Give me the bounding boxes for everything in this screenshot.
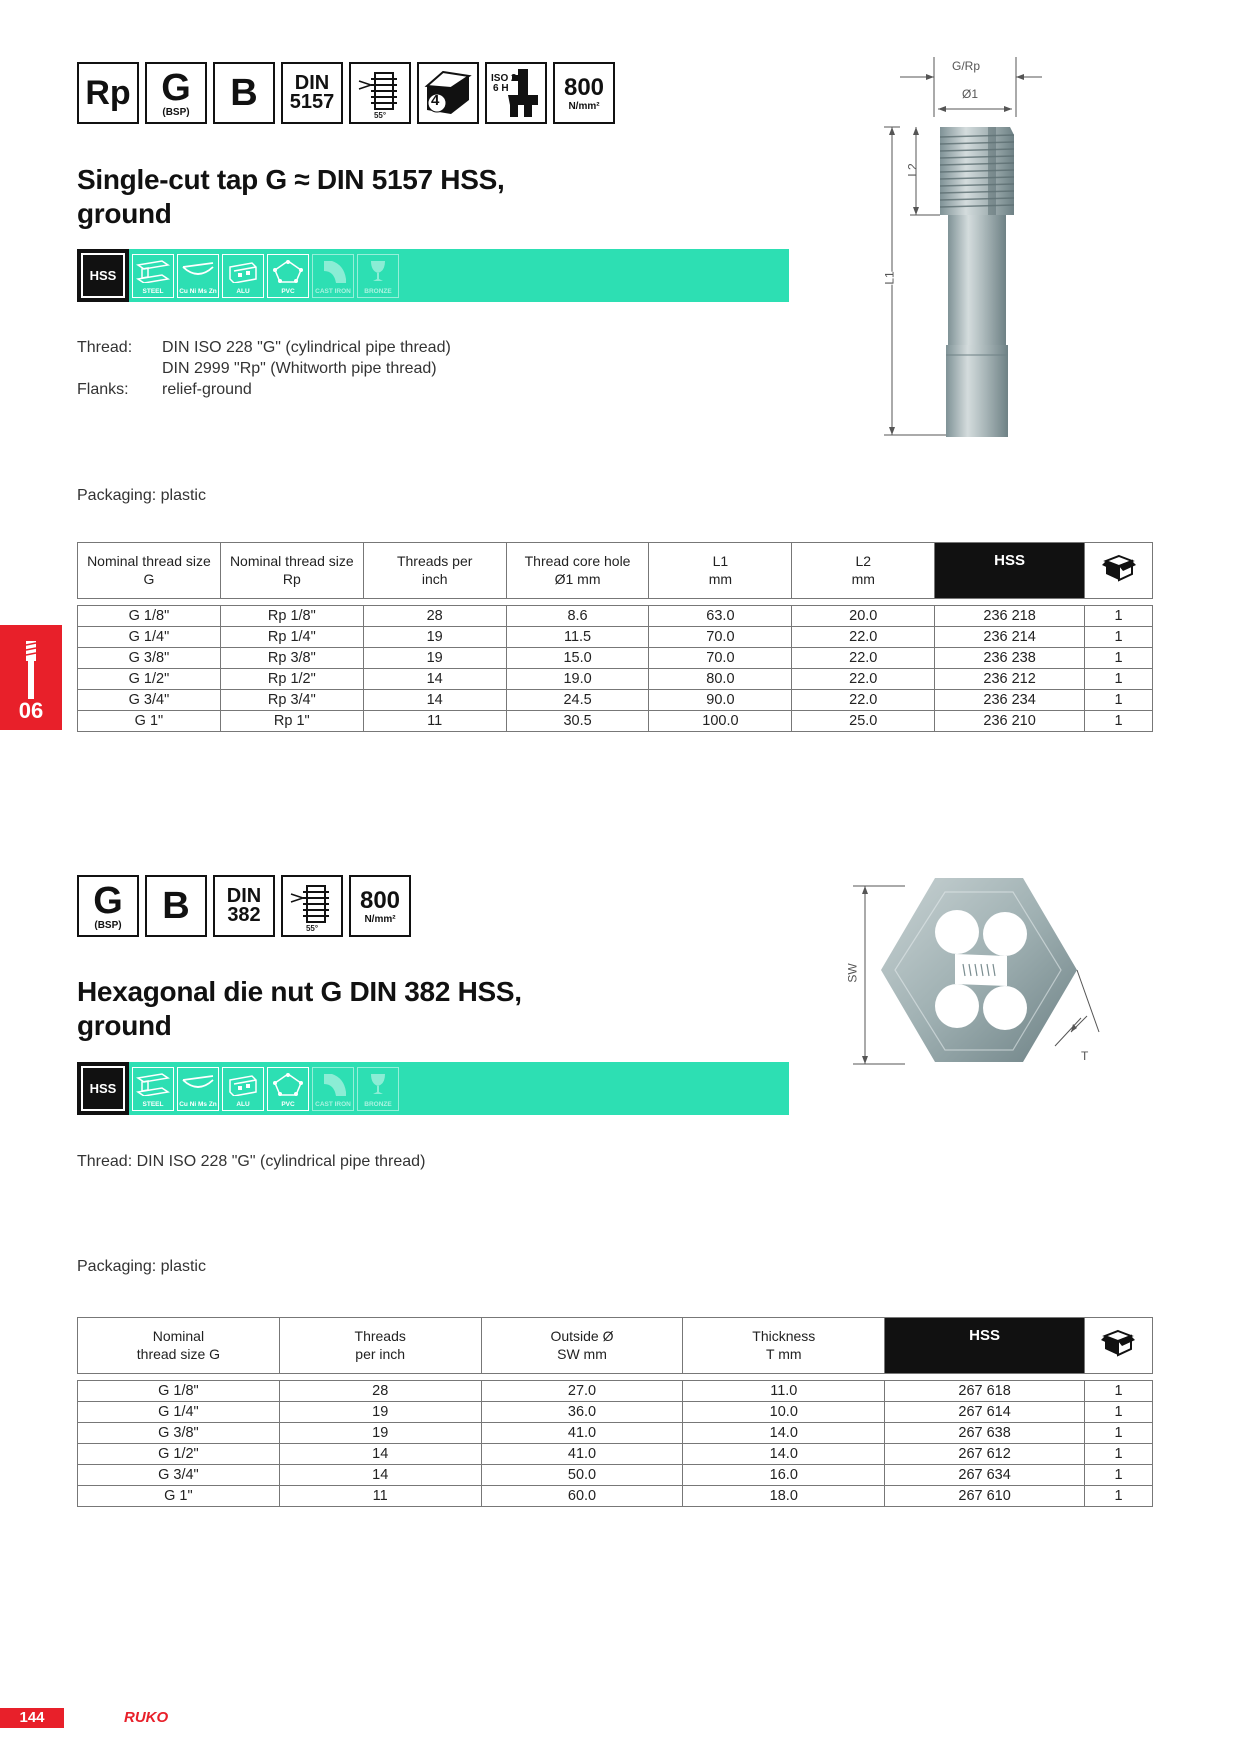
gutter-icon [181, 259, 215, 283]
dim-label-l1: L1 [882, 271, 897, 285]
table-cell: 19.0 [506, 669, 649, 690]
tap-drawing [870, 55, 1050, 450]
dim-label-diameter: Ø1 [962, 87, 979, 101]
table-cell: 19 [279, 1402, 481, 1423]
badge-din-382: DIN 382 [213, 875, 275, 937]
badge-g-bsp: G (BSP) [77, 875, 139, 937]
col-header-l1: L1 mm [649, 543, 792, 599]
table-row [78, 606, 1153, 627]
table-cell: 1 [1085, 690, 1153, 711]
table-cell: 1 [1085, 711, 1153, 732]
table-cell: 19 [279, 1423, 481, 1444]
table-cell: 14 [279, 1465, 481, 1486]
table-cell: 236 212 [935, 669, 1085, 690]
material-alu: ALU [222, 1067, 264, 1111]
table-cell: 14.0 [683, 1423, 885, 1444]
steel-beam-icon [136, 259, 170, 283]
table-cell: 1 [1085, 669, 1153, 690]
page-number: 144 [0, 1708, 64, 1728]
table-row [78, 690, 1153, 711]
table-cell: 11 [363, 711, 506, 732]
die-nut-illustration [845, 872, 1105, 1072]
table-row [78, 1465, 1153, 1486]
table-cell: 70.0 [649, 648, 792, 669]
table-cell: Rp 1/8" [220, 606, 363, 627]
badge-din-5157: DIN 5157 [281, 62, 343, 124]
table-cell: 15.0 [506, 648, 649, 669]
material-bar-1 [77, 249, 789, 302]
table-cell: G 3/8" [78, 648, 221, 669]
badge-b: B [145, 875, 207, 937]
col-header-g: Nominal thread size G [78, 543, 221, 599]
table-cell: 11.0 [683, 1381, 885, 1402]
badge-iso-tolerance: ISO 2 6 H [485, 62, 547, 124]
table-cell: 19 [363, 648, 506, 669]
table-cell: G 1/4" [78, 1402, 280, 1423]
tap-illustration [870, 55, 1050, 450]
table-cell: 14 [363, 669, 506, 690]
cast-iron-pipe-icon [316, 259, 350, 283]
material-nonferrous: Cu Ni Ms Zn [177, 254, 219, 298]
table-cell: 50.0 [481, 1465, 683, 1486]
package-box-icon [1101, 1327, 1135, 1357]
table-row [78, 711, 1153, 732]
chapter-tab: 06 [0, 625, 62, 730]
table-cell: G 1" [78, 1486, 280, 1507]
table-cell: 236 214 [935, 627, 1085, 648]
table-cell: 70.0 [649, 627, 792, 648]
tap-spec-table [77, 542, 1153, 732]
table-cell: 18.0 [683, 1486, 885, 1507]
table-cell: 1 [1085, 627, 1153, 648]
table-cell: 267 638 [885, 1423, 1085, 1444]
material-alu: ALU [222, 254, 264, 298]
table-cell: 22.0 [792, 669, 935, 690]
packaging-1: Packaging: plastic [77, 487, 206, 504]
table-cell: G 3/8" [78, 1423, 280, 1444]
col-header-package [1084, 1318, 1152, 1374]
table-cell: 22.0 [792, 648, 935, 669]
col-header-threads: Threads per inch [363, 543, 506, 599]
badge-rp: Rp [77, 62, 139, 124]
pvc-pentagon-icon [271, 1072, 305, 1096]
badge-thread-angle: 55° [281, 875, 343, 937]
table-cell: 1 [1084, 1465, 1152, 1486]
table-cell: 267 612 [885, 1444, 1085, 1465]
badge-g-bsp: G (BSP) [145, 62, 207, 124]
table-cell: 41.0 [481, 1444, 683, 1465]
table-cell: G 1/2" [78, 669, 221, 690]
table-header-row [78, 543, 1153, 599]
table-cell: 19 [363, 627, 506, 648]
table-cell: 80.0 [649, 669, 792, 690]
die-nut-drawing [845, 872, 1105, 1072]
steel-beam-icon [136, 1072, 170, 1096]
table-row [78, 1381, 1153, 1402]
table-cell: 28 [279, 1381, 481, 1402]
packaging-2: Packaging: plastic [77, 1258, 206, 1275]
table-cell: 16.0 [683, 1465, 885, 1486]
table-cell: 267 610 [885, 1486, 1085, 1507]
brand-logo: RUKO [124, 1709, 169, 1726]
table-cell: 20.0 [792, 606, 935, 627]
aluminium-profile-icon [226, 1072, 260, 1096]
thread-info-1: Thread: DIN ISO 228 "G" (cylindrical pipe thread) DIN 2999 "Rp" (Whitworth pipe thread) Flanks: relief-ground [77, 339, 451, 398]
table-cell: 11.5 [506, 627, 649, 648]
table-cell: Rp 1/4" [220, 627, 363, 648]
col-header-threads: Threads per inch [279, 1318, 481, 1374]
table-cell: 11 [279, 1486, 481, 1507]
table-cell: 267 618 [885, 1381, 1085, 1402]
table-cell: Rp 1/2" [220, 669, 363, 690]
table-cell: Rp 1" [220, 711, 363, 732]
col-header-outside: Outside Ø SW mm [481, 1318, 683, 1374]
badge-b: B [213, 62, 275, 124]
dim-label-l2: L2 [905, 163, 920, 177]
table-cell: 1 [1085, 648, 1153, 669]
table-cell: 10.0 [683, 1402, 885, 1423]
badge-tensile-strength: 800 N/mm² [349, 875, 411, 937]
col-header-thickness: Thickness T mm [683, 1318, 885, 1374]
table-header-row [78, 1318, 1153, 1374]
table-cell: 1 [1084, 1402, 1152, 1423]
cast-iron-pipe-icon [316, 1072, 350, 1096]
thread-info-2: Thread: DIN ISO 228 "G" (cylindrical pipe thread) [77, 1153, 426, 1170]
table-row [78, 1402, 1153, 1423]
product-title-1: Single-cut tap G ≈ DIN 5157 HSS, ground [77, 164, 505, 229]
table-cell: 1 [1085, 606, 1153, 627]
tolerance-class-icon [421, 66, 475, 120]
table-cell: 236 210 [935, 711, 1085, 732]
badge-tolerance-class: 4 [417, 62, 479, 124]
table-cell: 1 [1084, 1381, 1152, 1402]
material-steel: STEEL [132, 254, 174, 298]
col-header-hss: HSS [885, 1318, 1085, 1374]
table-cell: 24.5 [506, 690, 649, 711]
table-cell: G 1" [78, 711, 221, 732]
material-bar-2 [77, 1062, 789, 1115]
table-cell: 8.6 [506, 606, 649, 627]
table-cell: 1 [1084, 1486, 1152, 1507]
table-cell: 28 [363, 606, 506, 627]
table-cell: 25.0 [792, 711, 935, 732]
bronze-goblet-icon [361, 259, 395, 283]
table-cell: 27.0 [481, 1381, 683, 1402]
table-row [78, 1423, 1153, 1444]
hss-label: HSS [77, 1062, 129, 1115]
table-cell: 14 [279, 1444, 481, 1465]
table-cell: 63.0 [649, 606, 792, 627]
col-header-core-hole: Thread core hole Ø1 mm [506, 543, 649, 599]
table-cell: 236 234 [935, 690, 1085, 711]
col-header-nominal: Nominal thread size G [78, 1318, 280, 1374]
table-cell: 41.0 [481, 1423, 683, 1444]
badge-thread-angle: 55° [349, 62, 411, 124]
material-pvc: PVC [267, 1067, 309, 1111]
table-cell: 14 [363, 690, 506, 711]
dim-label-t: T [1081, 1049, 1089, 1063]
table-cell: 60.0 [481, 1486, 683, 1507]
table-cell: 36.0 [481, 1402, 683, 1423]
table-row [78, 1486, 1153, 1507]
table-cell: 30.5 [506, 711, 649, 732]
table-cell: 267 614 [885, 1402, 1085, 1423]
die-nut-spec-table [77, 1317, 1153, 1507]
col-header-l2: L2 mm [792, 543, 935, 599]
table-cell: G 1/4" [78, 627, 221, 648]
tap-table-body [78, 599, 1153, 732]
table-cell: 267 634 [885, 1465, 1085, 1486]
col-header-hss: HSS [935, 543, 1085, 599]
material-steel: STEEL [132, 1067, 174, 1111]
table-cell: 236 238 [935, 648, 1085, 669]
thread-angle-icon [355, 71, 405, 115]
table-cell: G 3/4" [78, 690, 221, 711]
dim-label-sw: SW [845, 963, 860, 983]
table-row [78, 627, 1153, 648]
die-nut-table-body [78, 1374, 1153, 1507]
package-box-icon [1102, 552, 1136, 582]
material-bronze: BRONZE [357, 1067, 399, 1111]
tap-tool-icon [0, 633, 62, 703]
table-cell: G 1/2" [78, 1444, 280, 1465]
table-cell: Rp 3/4" [220, 690, 363, 711]
bronze-goblet-icon [361, 1072, 395, 1096]
table-cell: 1 [1084, 1423, 1152, 1444]
dim-label-top: G/Rp [952, 59, 981, 73]
col-header-package [1085, 543, 1153, 599]
product-title-2: Hexagonal die nut G DIN 382 HSS, ground [77, 976, 522, 1041]
table-cell: 100.0 [649, 711, 792, 732]
pvc-pentagon-icon [271, 259, 305, 283]
table-row [78, 669, 1153, 690]
material-nonferrous: Cu Ni Ms Zn [177, 1067, 219, 1111]
hss-label: HSS [77, 249, 129, 302]
table-row [78, 648, 1153, 669]
material-cast-iron: CAST IRON [312, 1067, 354, 1111]
badge-tensile-strength: 800 N/mm² [553, 62, 615, 124]
thread-angle-icon [287, 884, 337, 928]
table-row [78, 1444, 1153, 1465]
table-cell: 14.0 [683, 1444, 885, 1465]
table-cell: G 1/8" [78, 1381, 280, 1402]
material-pvc: PVC [267, 254, 309, 298]
table-cell: 1 [1084, 1444, 1152, 1465]
col-header-rp: Nominal thread size Rp [220, 543, 363, 599]
gutter-icon [181, 1072, 215, 1096]
table-cell: Rp 3/8" [220, 648, 363, 669]
table-cell: 22.0 [792, 627, 935, 648]
table-cell: G 3/4" [78, 1465, 280, 1486]
table-cell: G 1/8" [78, 606, 221, 627]
material-cast-iron: CAST IRON [312, 254, 354, 298]
table-cell: 90.0 [649, 690, 792, 711]
property-badges-1 [77, 62, 615, 124]
table-cell: 236 218 [935, 606, 1085, 627]
table-cell: 22.0 [792, 690, 935, 711]
property-badges-2 [77, 875, 411, 937]
aluminium-profile-icon [226, 259, 260, 283]
material-bronze: BRONZE [357, 254, 399, 298]
